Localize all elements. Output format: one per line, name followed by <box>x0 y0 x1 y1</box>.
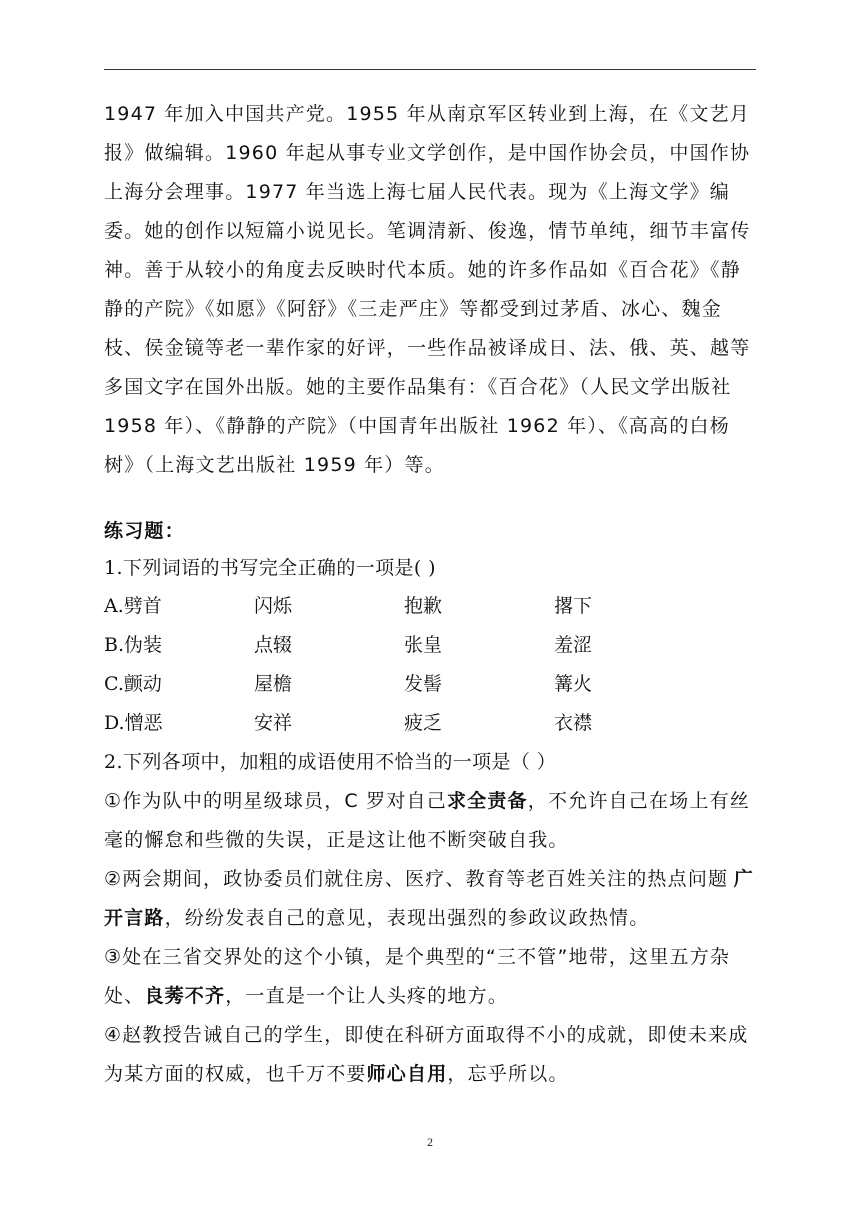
option-label: D.憎恶 <box>104 712 163 734</box>
bold-idiom: 良莠不齐 <box>144 985 226 1007</box>
bold-idiom: 求全责备 <box>446 790 528 812</box>
bio-line: 静的产院》《如愿》《阿舒》《三走严庄》等都受到过茅盾、冰心、魏金 <box>104 298 722 320</box>
bio-line: 1947 年加入中国共产党。1955 年从南京军区转业到上海，在《文艺月 <box>104 103 750 125</box>
option-label: B.伪装 <box>104 634 163 656</box>
option-word: 屋檐 <box>254 673 293 695</box>
q2-item-4-line-1: ④赵教授告诫自己的学生，即使在科研方面取得不小的成就，即使未来成 <box>104 1024 749 1046</box>
option-word: 抱歉 <box>404 595 443 617</box>
bio-line: 树》（上海文艺出版社 1959 年）等。 <box>104 454 445 476</box>
bio-line: 1958 年）、《静静的产院》（中国青年出版社 1962 年）、《高高的白杨 <box>104 415 730 437</box>
option-label: A.劈首 <box>104 595 162 617</box>
option-word: 张皇 <box>404 634 443 656</box>
q2-item-text: ，忘乎所以。 <box>447 1063 569 1085</box>
q2-item-text: ，纷纷发表自己的意见，表现出强烈的参政议政热情。 <box>164 907 650 929</box>
option-word: 撂下 <box>554 595 593 617</box>
bio-line: 上海分会理事。1977 年当选上海七届人民代表。现为《上海文学》编 <box>104 181 730 203</box>
bio-line: 报》做编辑。1960 年起从事专业文学创作，是中国作协会员，中国作协 <box>104 142 751 164</box>
q2-item-text: ，一直是一个让人头疼的地方。 <box>225 985 509 1007</box>
question-2-stem: 2.下列各项中，加粗的成语使用不恰当的一项是（ ） <box>104 751 557 773</box>
option-word: 安祥 <box>254 712 293 734</box>
q2-item-3-line-2 <box>104 983 508 1009</box>
option-word: 点辍 <box>254 634 293 656</box>
q2-item-2-line-1 <box>104 866 754 892</box>
exercise-heading: 练习题： <box>104 520 185 542</box>
q2-item-3-line-1: ③处在三省交界处的这个小镇，是个典型的“三不管”地带，这里五方杂 <box>104 946 731 968</box>
bio-line: 神。善于从较小的角度去反映时代本质。她的许多作品如《百合花》《静 <box>104 259 741 281</box>
q2-item-text: ，不允许自己在场上有丝 <box>527 790 750 812</box>
option-word: 羞涩 <box>554 634 593 656</box>
option-word: 闪烁 <box>254 595 293 617</box>
option-word: 篝火 <box>554 673 593 695</box>
option-label: C.颤动 <box>104 673 162 695</box>
question-1-stem: 1.下列词语的书写完全正确的一项是( ) <box>104 557 436 579</box>
header-rule <box>104 69 756 70</box>
q2-item-text: 处、 <box>104 985 145 1007</box>
option-word: 衣襟 <box>554 712 593 734</box>
q2-item-text: ②两会期间，政协委员们就住房、医疗、教育等老百姓关注的热点问题 <box>104 868 729 890</box>
bio-line: 枝、侯金镜等老一辈作家的好评，一些作品被译成日、法、俄、英、越等 <box>104 337 751 359</box>
bold-idiom: 师心自用 <box>366 1063 448 1085</box>
q2-item-4-line-2 <box>104 1061 569 1087</box>
q2-item-1-line-2: 毫的懈怠和些微的失误，正是这让他不断突破自我。 <box>104 829 569 851</box>
q2-item-text: ①作为队中的明星级球员，C 罗对自己 <box>104 790 447 812</box>
page-number: 2 <box>427 1135 433 1149</box>
bold-idiom: 广 <box>733 868 754 890</box>
option-word: 发髻 <box>404 673 443 695</box>
bio-line: 多国文字在国外出版。她的主要作品集有：《百合花》（人民文学出版社 <box>104 376 732 398</box>
bio-line: 委。她的创作以短篇小说见长。笔调清新、俊逸，情节单纯，细节丰富传 <box>104 220 751 242</box>
option-word: 疲乏 <box>404 712 443 734</box>
q2-item-1-line-1 <box>104 788 754 814</box>
bold-idiom: 开言路 <box>104 907 165 929</box>
q2-item-2-line-2 <box>104 905 649 931</box>
q2-item-text: 为某方面的权威，也千万不要 <box>104 1063 367 1085</box>
